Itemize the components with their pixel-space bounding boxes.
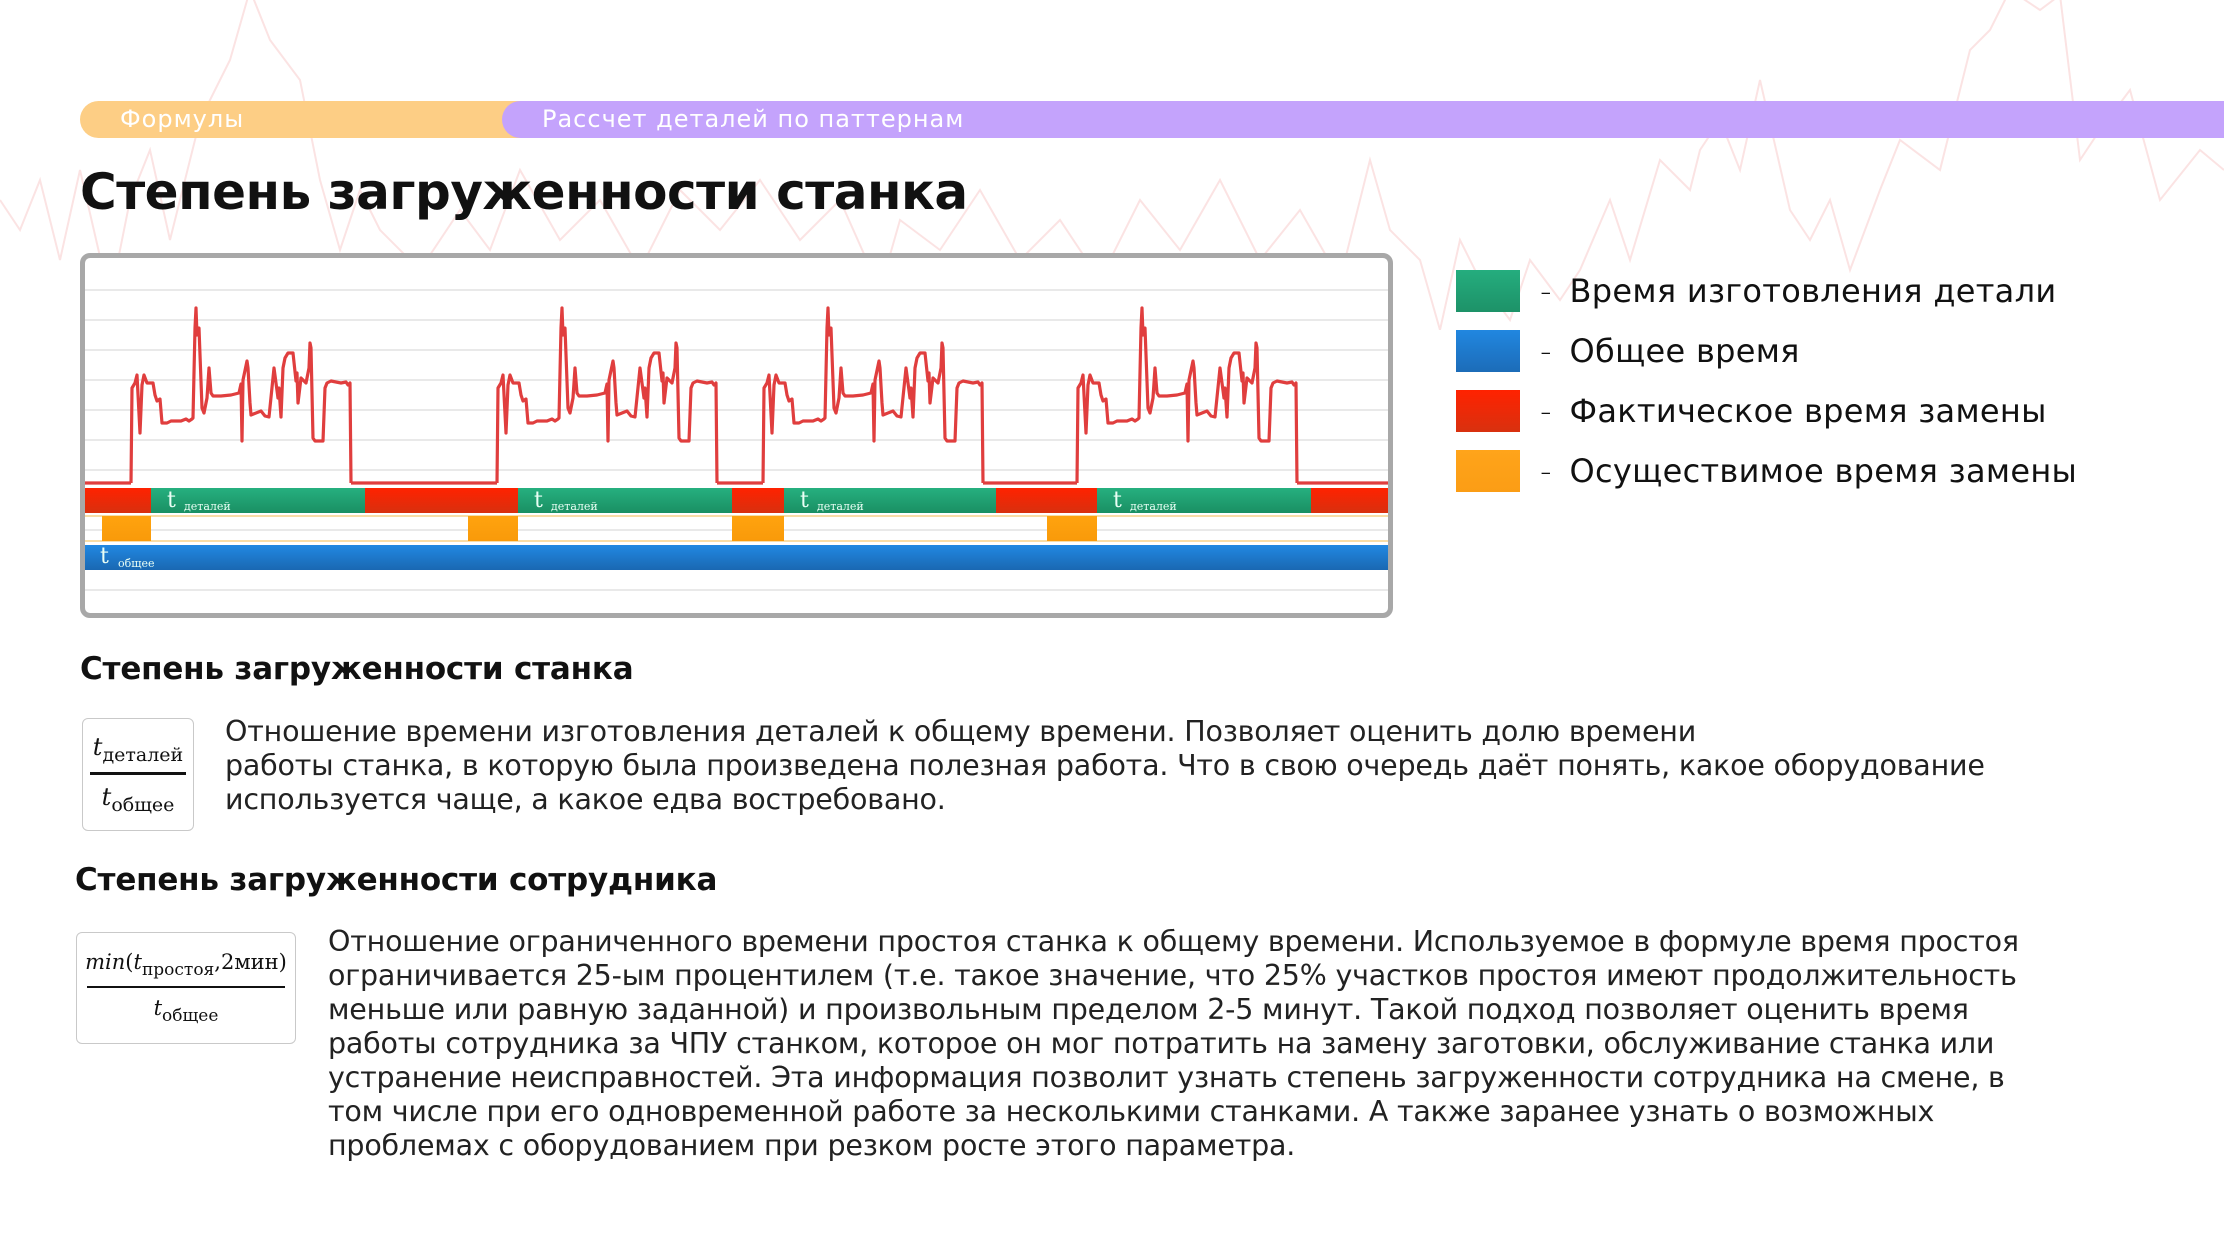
svg-text:общее: общее xyxy=(118,557,155,570)
svg-text:деталей: деталей xyxy=(817,500,864,513)
legend-swatch-green xyxy=(1456,270,1520,312)
formula-employee-load xyxy=(76,932,296,1044)
legend-swatch-red xyxy=(1456,390,1520,432)
machine-load-chart xyxy=(80,253,1393,618)
svg-text:деталей: деталей xyxy=(551,500,598,513)
timeline-chart-svg xyxy=(85,258,1388,613)
page-title: Степень загруженности станка xyxy=(80,163,968,221)
topic-pill-pattern-calculation[interactable] xyxy=(502,101,2224,138)
feasible-replacement-row xyxy=(102,516,1097,541)
legend-label: Общее время xyxy=(1569,332,1800,370)
formula-numerator: $t_{деталей}$ xyxy=(92,733,184,766)
formula-numerator: $\min(t_{простоя},2мин)$ xyxy=(85,949,287,980)
formula-machine-load xyxy=(82,718,194,831)
total-time-row xyxy=(85,544,1388,570)
detail-time-row xyxy=(85,488,1388,513)
svg-text:t: t xyxy=(100,544,109,569)
load-signal-line xyxy=(85,308,1388,483)
svg-text:t: t xyxy=(1113,488,1122,513)
svg-text:деталей: деталей xyxy=(1130,500,1177,513)
legend-item-feasible-replacement: - Осуществимое время замены xyxy=(1456,450,2077,492)
legend-swatch-blue xyxy=(1456,330,1520,372)
legend-item-part-time: - Время изготовления детали xyxy=(1456,270,2077,312)
legend-item-actual-replacement: - Фактическое время замены xyxy=(1456,390,2077,432)
legend-item-total-time: - Общее время xyxy=(1456,330,2077,372)
machine-load-description: Отношение времени изготовления деталей к общему времени. Позволяет оценить долю времени работы станка, в которую была произведена полезная работа. Что в свою очередь даёт понять, какое оборудование используется чаще, а какое едва востребовано. xyxy=(225,715,1985,816)
formula-denominator: $t_{общее}$ xyxy=(153,996,219,1027)
section-heading-employee-load: Степень загруженности сотрудника xyxy=(75,862,718,898)
legend-label: Фактическое время замены xyxy=(1569,392,2047,430)
legend-label: Время изготовления детали xyxy=(1569,272,2057,310)
svg-text:t: t xyxy=(167,488,176,513)
topic-pill-label: Рассчет деталей по паттернам xyxy=(542,105,965,133)
formula-denominator: $t_{общее}$ xyxy=(101,783,175,816)
svg-text:деталей: деталей xyxy=(184,500,231,513)
employee-load-description: Отношение ограниченного времени простоя станка к общему времени. Используемое в формуле время простоя ограничивается 25-ым процентилем (т.е. такое значение, что 25% участков простоя имеют продолжительность меньше или равную заданной) и произвольным пределом 2-5 минут. Такой подход позволяет оценить время работы сотрудника за ЧПУ станком, которое он мог потратить на замену заготовки, обслуживание станка или устранение неисправностей. Эта информация позволит узнать степень загруженности сотрудника на смене, в том числе при его одновременной работе за несколькими станками. А также заранее узнать о возможных проблемах с оборудованием при резком росте этого параметра. xyxy=(328,925,2019,1162)
svg-text:t: t xyxy=(534,488,543,513)
fraction-bar xyxy=(87,986,285,989)
section-pill-formulas[interactable] xyxy=(80,101,550,138)
svg-text:t: t xyxy=(800,488,809,513)
legend-label: Осуществимое время замены xyxy=(1569,452,2078,490)
legend-swatch-orange xyxy=(1456,450,1520,492)
section-heading-machine-load: Степень загруженности станка xyxy=(80,651,634,687)
fraction-bar xyxy=(90,772,186,775)
section-pill-label: Формулы xyxy=(120,105,245,133)
chart-legend xyxy=(1456,270,2077,510)
